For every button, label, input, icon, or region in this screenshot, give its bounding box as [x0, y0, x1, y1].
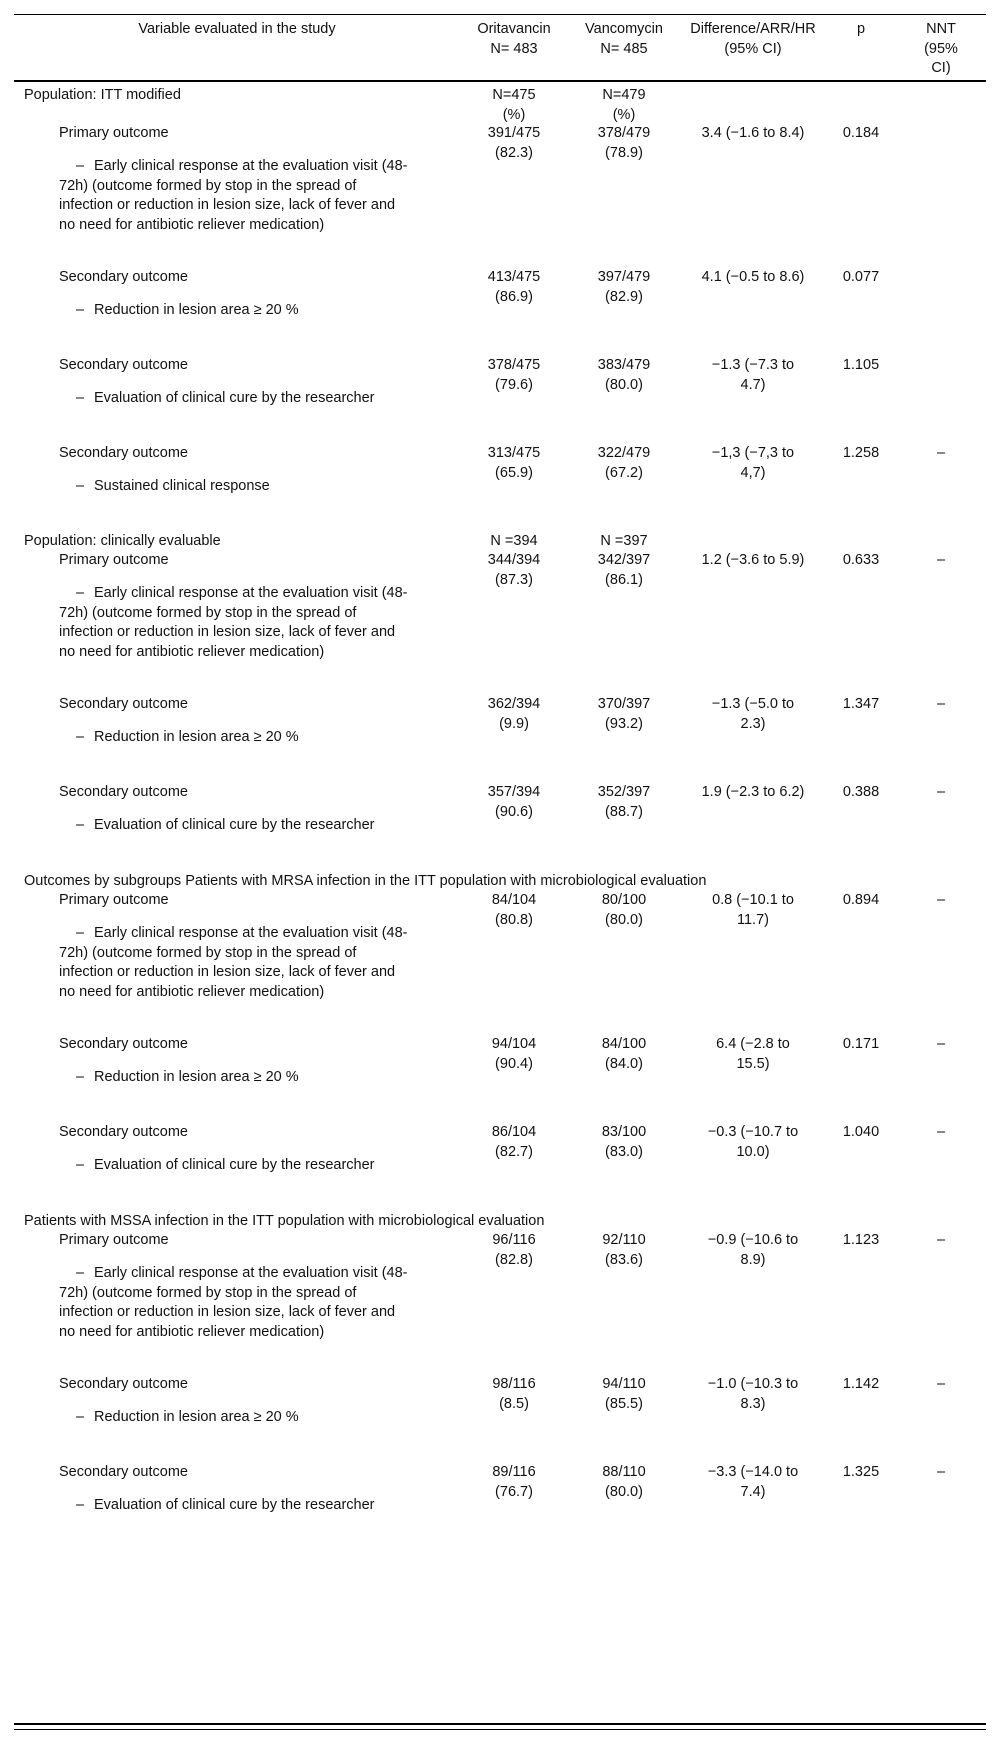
bullet-dash: –: [76, 390, 85, 406]
difference-value: [680, 444, 826, 483]
p-value: 1.325: [842, 1464, 880, 1480]
p-value: 0.633: [842, 552, 880, 568]
difference-value: [680, 1463, 826, 1502]
vancomycin-value-line: (84.0): [605, 1055, 643, 1072]
nnt-value: –: [936, 892, 946, 908]
outcome-description: 72h) (outcome formed by stop in the spread of: [59, 177, 357, 194]
oritavancin-value: [460, 695, 568, 734]
oritavancin-value: [460, 124, 568, 163]
outcome-description: Reduction in lesion area ≥ 20 %: [94, 1409, 299, 1425]
oritavancin-value-line: 84/104: [491, 892, 537, 908]
header-vancomycin: Vancomycin N= 485: [585, 21, 663, 57]
nnt-value: –: [936, 784, 946, 800]
outcome-description: Early clinical response at the evaluation visit (48-: [94, 1265, 408, 1281]
outcome-description: Reduction in lesion area ≥ 20 %: [94, 729, 299, 745]
outcome-label: Secondary outcome: [59, 784, 188, 800]
bullet-dash: –: [76, 585, 85, 601]
difference-value-line: 15.5): [736, 1055, 770, 1072]
oritavancin-value-line: (90.6): [495, 803, 533, 820]
bullet-dash: –: [76, 925, 85, 941]
difference-value-line: 6.4 (−2.8 to: [716, 1036, 790, 1052]
outcome-label: Secondary outcome: [59, 1376, 188, 1392]
outcome-description: 72h) (outcome formed by stop in the spread of: [59, 944, 357, 961]
outcome-description: infection or reduction in lesion size, lack of fever and: [59, 964, 396, 980]
difference-value-line: −1.3 (−7.3 to: [711, 357, 795, 373]
header-rule: [14, 80, 986, 82]
section-n-vancomycin: [568, 86, 680, 125]
difference-value-line: 4.1 (−0.5 to 8.6): [701, 269, 805, 285]
difference-value: [680, 1375, 826, 1414]
nnt-value: –: [936, 552, 946, 568]
bullet-dash: –: [76, 1409, 85, 1425]
bullet-dash: –: [76, 1497, 85, 1513]
bullet-dash: –: [76, 158, 85, 174]
p-value: 1.258: [842, 445, 880, 461]
header-oritavancin: Oritavancin N= 483: [477, 21, 551, 57]
difference-value: [680, 1231, 826, 1270]
oritavancin-value-line: (82.3): [495, 144, 533, 161]
section-n-oritavancin-line: N =394: [490, 533, 538, 549]
bullet-dash: –: [76, 1069, 85, 1085]
section-n-vancomycin-line: N =397: [600, 533, 648, 549]
outcome-label: Secondary outcome: [59, 696, 188, 712]
section-title: Population: clinically evaluable: [24, 533, 221, 549]
oritavancin-value-line: 94/104: [491, 1036, 537, 1052]
vancomycin-value-line: 370/397: [597, 696, 651, 712]
oritavancin-value-line: (82.8): [495, 1251, 533, 1268]
oritavancin-value-line: (65.9): [495, 464, 533, 481]
outcome-label: Secondary outcome: [59, 445, 188, 461]
section-title: Population: ITT modified: [24, 87, 181, 103]
vancomycin-value-line: 94/110: [602, 1376, 646, 1392]
outcome-description: infection or reduction in lesion size, lack of fever and: [59, 197, 396, 213]
vancomycin-value-line: 92/110: [602, 1232, 646, 1248]
bullet-dash: –: [76, 478, 85, 494]
section-title: Outcomes by subgroups Patients with MRSA infection in the ITT population with microbiological evaluation: [24, 873, 707, 889]
difference-value: [680, 695, 826, 734]
nnt-value: –: [936, 1376, 946, 1392]
difference-value-line: 3.4 (−1.6 to 8.4): [701, 125, 805, 141]
nnt-value: –: [936, 696, 946, 712]
outcome-label: Primary outcome: [59, 1232, 169, 1248]
bullet-dash: –: [76, 302, 85, 318]
difference-value: [680, 891, 826, 930]
section-n-oritavancin-line: (%): [502, 106, 526, 123]
difference-value: [680, 1035, 826, 1074]
vancomycin-value: [568, 695, 680, 734]
outcome-description: 72h) (outcome formed by stop in the spread of: [59, 604, 357, 621]
oritavancin-value: [460, 356, 568, 395]
outcome-label: Primary outcome: [59, 125, 169, 141]
p-value: 0.894: [842, 892, 880, 908]
outcome-description: Evaluation of clinical cure by the researcher: [94, 817, 375, 833]
oritavancin-value: [460, 1231, 568, 1270]
vancomycin-value: [568, 124, 680, 163]
vancomycin-value-line: (80.0): [605, 376, 643, 393]
vancomycin-value-line: 342/397: [597, 552, 651, 568]
vancomycin-value: [568, 891, 680, 930]
difference-value-line: −0.9 (−10.6 to: [707, 1232, 799, 1248]
header-variable: Variable evaluated in the study: [138, 21, 336, 37]
vancomycin-value-line: (80.0): [605, 911, 643, 928]
vancomycin-value-line: (82.9): [605, 288, 643, 305]
vancomycin-value: [568, 356, 680, 395]
oritavancin-value: [460, 1375, 568, 1414]
oritavancin-value-line: 362/394: [487, 696, 541, 712]
bullet-dash: –: [76, 817, 85, 833]
oritavancin-value: [460, 268, 568, 307]
header-difference: Difference/ARR/HR (95% CI): [690, 21, 816, 57]
oritavancin-value-line: 391/475: [487, 125, 541, 141]
outcome-description: Reduction in lesion area ≥ 20 %: [94, 1069, 299, 1085]
oritavancin-value-line: (87.3): [495, 571, 533, 588]
vancomycin-value: [568, 1035, 680, 1074]
outcome-description: Early clinical response at the evaluation visit (48-: [94, 585, 408, 601]
vancomycin-value-line: 378/479: [597, 125, 651, 141]
outcome-label: Secondary outcome: [59, 357, 188, 373]
difference-value: [680, 1123, 826, 1162]
vancomycin-value: [568, 1123, 680, 1162]
outcome-label: Primary outcome: [59, 552, 169, 568]
difference-value: [680, 551, 826, 571]
bottom-rule-2: [14, 1729, 986, 1730]
outcome-description: infection or reduction in lesion size, lack of fever and: [59, 1304, 396, 1320]
p-value: 0.077: [842, 269, 880, 285]
difference-value: [680, 783, 826, 803]
oritavancin-value: [460, 1123, 568, 1162]
oritavancin-value: [460, 783, 568, 822]
oritavancin-value-line: 357/394: [487, 784, 541, 800]
section-n-vancomycin: [568, 532, 680, 552]
outcome-label: Secondary outcome: [59, 1464, 188, 1480]
oritavancin-value-line: 86/104: [491, 1124, 537, 1140]
vancomycin-value-line: (80.0): [605, 1483, 643, 1500]
oritavancin-value-line: (82.7): [495, 1143, 533, 1160]
vancomycin-value: [568, 444, 680, 483]
vancomycin-value-line: (88.7): [605, 803, 643, 820]
difference-value: [680, 124, 826, 144]
outcome-description: no need for antibiotic reliever medication): [59, 216, 325, 233]
bullet-dash: –: [76, 1157, 85, 1173]
difference-value-line: 8.9): [740, 1251, 766, 1268]
oritavancin-value-line: (8.5): [499, 1395, 529, 1412]
section-n-oritavancin: [460, 86, 568, 125]
p-value: 0.388: [842, 784, 880, 800]
oritavancin-value-line: 96/116: [492, 1232, 536, 1248]
outcome-label: Secondary outcome: [59, 269, 188, 285]
outcome-label: Primary outcome: [59, 892, 169, 908]
difference-value-line: 10.0): [736, 1143, 770, 1160]
difference-value-line: 11.7): [737, 911, 769, 928]
outcome-description: infection or reduction in lesion size, lack of fever and: [59, 624, 396, 640]
outcome-description: Early clinical response at the evaluation visit (48-: [94, 158, 408, 174]
vancomycin-value-line: (86.1): [605, 571, 643, 588]
section-n-vancomycin-line: (%): [612, 106, 636, 123]
oritavancin-value: [460, 551, 568, 590]
difference-value-line: 0.8 (−10.1 to: [712, 892, 794, 908]
oritavancin-value-line: (80.8): [495, 911, 533, 928]
vancomycin-value: [568, 1375, 680, 1414]
p-value: 1.142: [842, 1376, 880, 1392]
vancomycin-value-line: 322/479: [597, 445, 651, 461]
section-n-oritavancin-line: N=475: [492, 87, 536, 103]
vancomycin-value: [568, 783, 680, 822]
difference-value-line: 7.4): [740, 1483, 766, 1500]
oritavancin-value-line: (86.9): [495, 288, 533, 305]
oritavancin-value-line: (9.9): [499, 715, 529, 732]
vancomycin-value: [568, 1463, 680, 1502]
difference-value-line: −0.3 (−10.7 to: [707, 1124, 799, 1140]
bullet-dash: –: [76, 729, 85, 745]
oritavancin-value-line: (90.4): [495, 1055, 533, 1072]
p-value: 1.123: [842, 1232, 880, 1248]
vancomycin-value-line: 352/397: [597, 784, 651, 800]
oritavancin-value-line: 313/475: [487, 445, 541, 461]
oritavancin-value: [460, 1463, 568, 1502]
bullet-dash: –: [76, 1265, 85, 1281]
nnt-value: –: [936, 1464, 946, 1480]
outcome-description: 72h) (outcome formed by stop in the spread of: [59, 1284, 357, 1301]
header-nnt: NNT (95% CI): [924, 21, 958, 76]
difference-value: [680, 268, 826, 288]
oritavancin-value: [460, 1035, 568, 1074]
oritavancin-value-line: (76.7): [495, 1483, 533, 1500]
outcome-description: no need for antibiotic reliever medication): [59, 983, 325, 1000]
difference-value-line: 2.3): [740, 715, 766, 732]
vancomycin-value-line: (83.6): [605, 1251, 643, 1268]
header-p: p: [856, 21, 866, 37]
difference-value-line: 1.9 (−2.3 to 6.2): [701, 784, 805, 800]
oritavancin-value-line: (79.6): [495, 376, 533, 393]
outcome-label: Secondary outcome: [59, 1036, 188, 1052]
outcome-description: Evaluation of clinical cure by the researcher: [94, 390, 375, 406]
oritavancin-value-line: 413/475: [487, 269, 541, 285]
outcome-description: Evaluation of clinical cure by the researcher: [94, 1497, 375, 1513]
nnt-value: –: [936, 1232, 946, 1248]
outcome-description: Reduction in lesion area ≥ 20 %: [94, 302, 299, 318]
p-value: 0.171: [842, 1036, 880, 1052]
vancomycin-value-line: (83.0): [605, 1143, 643, 1160]
bottom-rule-1: [14, 1723, 986, 1725]
difference-value-line: −1,3 (−7,3 to: [711, 445, 795, 461]
oritavancin-value-line: 89/116: [492, 1464, 536, 1480]
section-n-oritavancin: [460, 532, 568, 552]
vancomycin-value: [568, 1231, 680, 1270]
nnt-value: –: [936, 1124, 946, 1140]
oritavancin-value-line: 344/394: [487, 552, 541, 568]
p-value: 1.040: [842, 1124, 880, 1140]
vancomycin-value-line: (67.2): [605, 464, 643, 481]
difference-value-line: 1.2 (−3.6 to 5.9): [701, 552, 805, 568]
vancomycin-value-line: (93.2): [605, 715, 643, 732]
p-value: 1.105: [842, 357, 880, 373]
outcome-label: Secondary outcome: [59, 1124, 188, 1140]
top-rule: [14, 14, 986, 15]
vancomycin-value-line: 88/110: [602, 1464, 646, 1480]
p-value: 0.184: [842, 125, 880, 141]
outcome-description: no need for antibiotic reliever medication): [59, 1323, 325, 1340]
oritavancin-value: [460, 444, 568, 483]
vancomycin-value-line: 84/100: [601, 1036, 647, 1052]
outcome-description: Sustained clinical response: [94, 478, 270, 494]
difference-value-line: −1.3 (−5.0 to: [711, 696, 795, 712]
outcome-description: Evaluation of clinical cure by the researcher: [94, 1157, 375, 1173]
nnt-value: –: [936, 1036, 946, 1052]
difference-value-line: 4.7): [740, 376, 766, 393]
oritavancin-value: [460, 891, 568, 930]
outcome-description: Early clinical response at the evaluation visit (48-: [94, 925, 408, 941]
vancomycin-value-line: 80/100: [601, 892, 647, 908]
vancomycin-value-line: (85.5): [605, 1395, 643, 1412]
oritavancin-value-line: 98/116: [492, 1376, 536, 1392]
vancomycin-value-line: 383/479: [597, 357, 651, 373]
difference-value-line: 8.3): [740, 1395, 766, 1412]
section-n-vancomycin-line: N=479: [602, 87, 646, 103]
outcome-description: no need for antibiotic reliever medication): [59, 643, 325, 660]
difference-value-line: 4,7): [740, 464, 766, 481]
oritavancin-value-line: 378/475: [487, 357, 541, 373]
p-value: 1.347: [842, 696, 880, 712]
difference-value-line: −3.3 (−14.0 to: [707, 1464, 799, 1480]
vancomycin-value-line: 83/100: [601, 1124, 647, 1140]
vancomycin-value: [568, 268, 680, 307]
difference-value: [680, 356, 826, 395]
vancomycin-value-line: 397/479: [597, 269, 651, 285]
section-title: Patients with MSSA infection in the ITT population with microbiological evaluation: [24, 1213, 545, 1229]
nnt-value: –: [936, 445, 946, 461]
vancomycin-value-line: (78.9): [605, 144, 643, 161]
vancomycin-value: [568, 551, 680, 590]
difference-value-line: −1.0 (−10.3 to: [707, 1376, 799, 1392]
